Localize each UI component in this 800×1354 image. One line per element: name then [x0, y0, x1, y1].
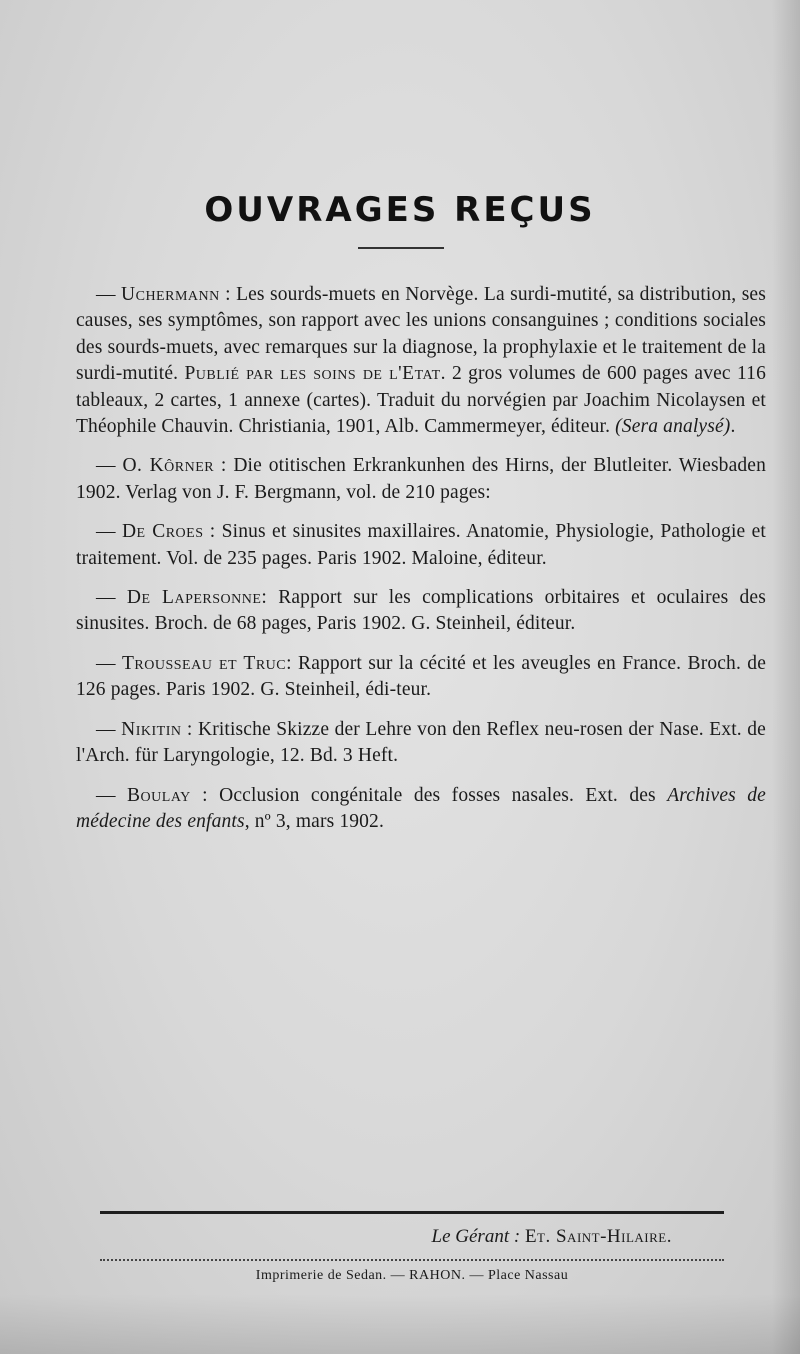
list-item: — De Lapersonne: Rapport sur les complications orbitaires et oculaires des sinusites. Broch. de 68 pages, Paris 1902. G. Steinheil, éditeur.: [76, 587, 766, 635]
entry-emphasis: Archives de médecine des enfants: [76, 784, 766, 832]
signature: [100, 1226, 672, 1248]
list-item: — Trousseau et Truc: Rapport sur la cécité et les aveugles en France. Broch. de 126 pages. Paris 1902. G. Steinheil, édi-teur.: [76, 652, 767, 701]
signature-name: Et. Saint-Hilaire.: [524, 1226, 672, 1247]
list-item: — De Croes : Sinus et sinusites maxillaires. Anatomie, Physiologie, Pathologie et traitement. Vol. de 235 pages. Paris 1902. Maloine, éditeur.: [76, 521, 766, 569]
page-title: OUVRAGES REÇUS: [204, 190, 596, 230]
printer-imprint: Imprimerie de Sedan. — RAHON. — Place Nassau: [255, 1268, 569, 1283]
entry-author: De Lapersonne: [126, 587, 262, 609]
entry-emphasis: (Sera analysé): [615, 416, 731, 438]
entries-list: [76, 282, 766, 848]
entry-author: Boulay: [127, 784, 191, 806]
page-shadow-bottom: [0, 1294, 800, 1354]
list-item: — Uchermann : Les sourds-muets en Norvège. La surdi-mutité, sa distribution, ses causes, ses symptômes, son rapport avec les unions consanguines ; conditions sociales des sourds-muets, avec remarques sur la diagnose, la prophylaxie et le traitement de la surdi-mutité. Publié par les soins de l'Etat. 2 gros volumes de 600 pages avec 116 tableaux, 2 cartes, 1 annexe (cartes). Traduit du norvégien par Joachim Nicolaysen et Théophile Chauvin. Christiania, 1901, Alb. Cammermeyer, éditeur. (Sera analysé).: [76, 284, 766, 438]
entry-text: Rapport sur les complications orbitaires et oculaires des sinusites. Broch. de 68 pages, Paris 1902. G. Steinheil, éditeur.: [76, 587, 766, 635]
entry-text: Les sourds-muets en Norvège. La surdi-mutité, sa distribution, ses causes, ses symptômes, son rapport avec les unions consanguines ; conditions sociales des sourds-muets, avec remarques sur la diagnose, la prophylaxie et le traitement de la surdi-mutité.: [76, 284, 766, 385]
list-item: — O. Kôrner : Die otitischen Erkrankunhen des Hirns, der Blutleiter. Wiesbaden 1902. Verlag von J. F. Bergmann, vol. de 210 pages:: [76, 455, 766, 503]
entry-author: O. Kôrner: [122, 455, 215, 477]
footer-divider: [100, 1211, 724, 1214]
signature-label: Le Gérant :: [431, 1226, 521, 1247]
entry-author: Trousseau et Truc: [122, 652, 287, 674]
list-item: — Boulay : Occlusion congénitale des fosses nasales. Ext. des Archives de médecine des enfants, nº 3, mars 1902.: [76, 784, 766, 832]
entry-text: Kritische Skizze der Lehre von den Reflex neu-rosen der Nase. Ext. de l'Arch. für Laryngologie, 12. Bd. 3 Heft.: [76, 718, 766, 767]
entry-author: Nikitin: [121, 718, 182, 740]
dotted-divider: [100, 1259, 724, 1261]
entry-note: Publié par les soins de l'Etat: [184, 363, 441, 385]
entry-text: Sinus et sinusites maxillaires. Anatomie, Physiologie, Pathologie et traitement. Vol. de 235 pages. Paris 1902. Maloine, éditeur.: [76, 521, 766, 569]
entry-text: Rapport sur la cécité et les aveugles en France. Broch. de 126 pages. Paris 1902. G. Steinheil, édi-teur.: [76, 652, 767, 701]
entry-text: Occlusion congénitale des fosses nasales. Ext. des: [219, 784, 668, 806]
entry-text: Die otitischen Erkrankunhen des Hirns, der Blutleiter. Wiesbaden 1902. Verlag von J. F. Bergmann, vol. de 210 pages:: [76, 455, 766, 503]
list-item: — Nikitin : Kritische Skizze der Lehre von den Reflex neu-rosen der Nase. Ext. de l'Arch. für Laryngologie, 12. Bd. 3 Heft.: [76, 718, 766, 767]
title-divider: [358, 247, 444, 249]
entry-author: De Croes: [121, 521, 204, 543]
entry-author: Uchermann: [121, 284, 220, 305]
